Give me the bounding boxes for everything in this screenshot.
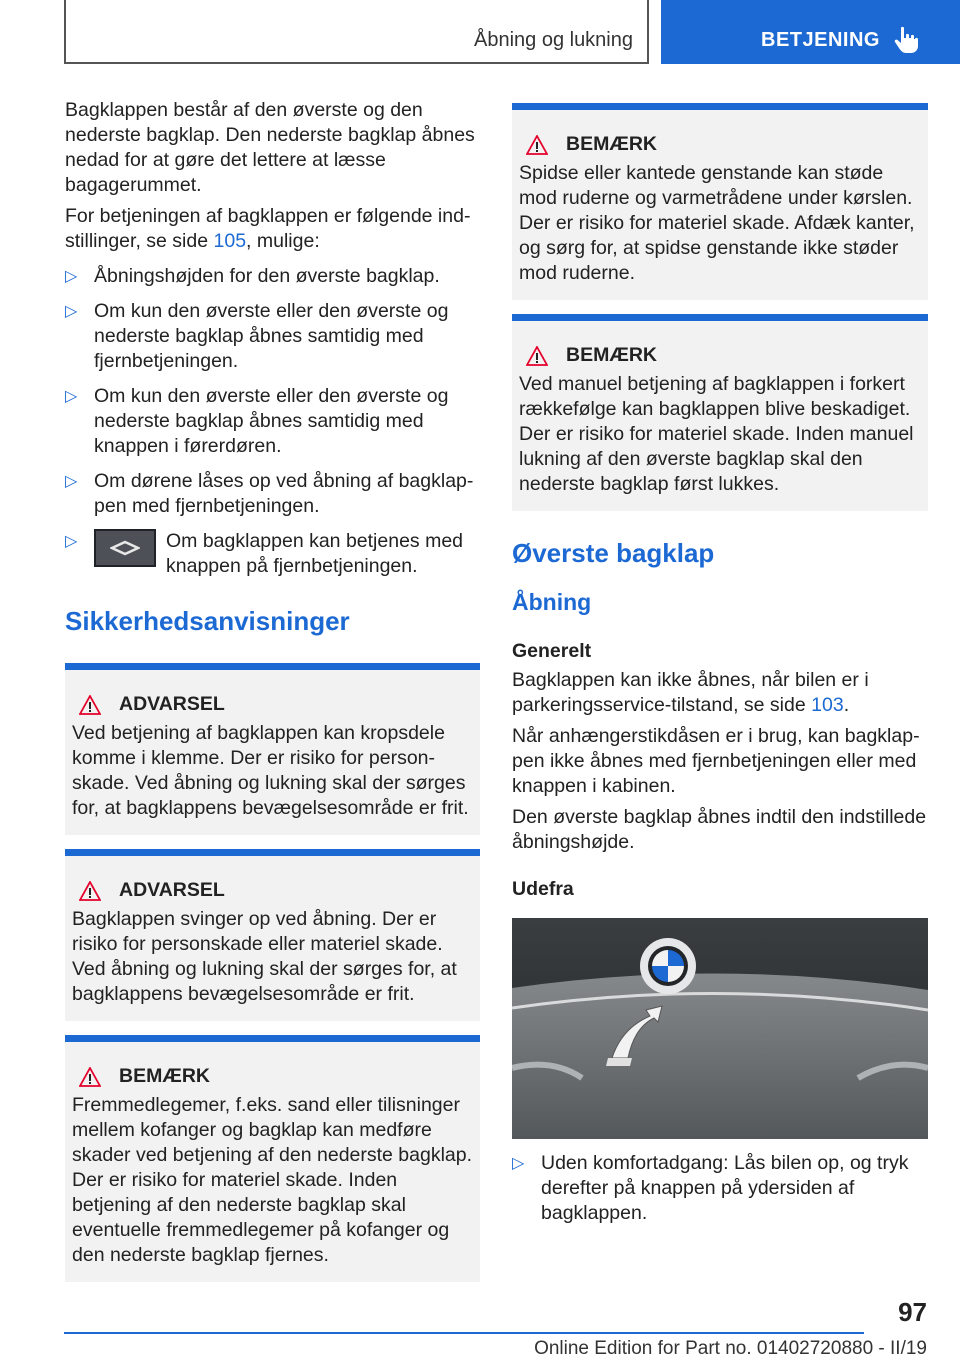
upper-tailgate-heading: Øverste bagklap xyxy=(512,538,715,568)
page-number: 97 xyxy=(898,1297,927,1327)
triangle-bullet-icon: ▷ xyxy=(65,473,78,490)
left-column xyxy=(65,98,480,1282)
notice-box xyxy=(65,1035,480,1282)
page-link-103[interactable]: 103 xyxy=(811,694,844,716)
running-header-section xyxy=(64,0,649,64)
right-column xyxy=(512,103,928,1232)
box-title: ADVARSEL xyxy=(119,879,225,901)
remote-tailgate-button-icon xyxy=(94,529,156,567)
chapter-title: BETJENING xyxy=(761,29,880,51)
box-title: BEMÆRK xyxy=(119,1065,210,1087)
list-item: ▷ Om bagklappen kan betjenes med knappen på fjernbetjeningen. xyxy=(65,530,464,577)
triangle-bullet-icon: ▷ xyxy=(512,1155,525,1172)
general-heading: Generelt xyxy=(512,640,592,662)
intro-paragraph: Bagklappen består af den øverste og den nederste bagklap. Den nederste bagklap åbnes nedad for at gøre det lettere at læsse bagagerummet. xyxy=(65,99,475,196)
outside-list xyxy=(512,1151,928,1226)
notice-box xyxy=(512,314,928,511)
box-title: BEMÆRK xyxy=(566,344,657,366)
hand-pointer-icon xyxy=(894,26,920,54)
list-item: ▷ Om dørene låses op ved åbning af bagklappen med fjernbetjeningen. xyxy=(65,470,474,517)
opening-height-paragraph: Den øverste bagklap åbnes indtil den indstillede åbningshøjde. xyxy=(512,806,927,853)
safety-heading: Sikkerhedsanvisninger xyxy=(65,606,350,636)
notice-box xyxy=(512,103,928,300)
list-item: ▷ Åbningshøjden for den øverste bagklap. xyxy=(65,265,440,287)
settings-list xyxy=(65,264,480,579)
box-title: ADVARSEL xyxy=(119,693,225,715)
footer-divider xyxy=(64,1332,864,1334)
tailgate-button-photo xyxy=(512,918,928,1139)
box-title: BEMÆRK xyxy=(566,133,657,155)
warning-box xyxy=(65,849,480,1021)
warning-box xyxy=(65,663,480,835)
box-text: Bagklappen svinger op ved åbning. Der er risiko for personskade eller materiel skade. Ved åbning og lukning skal der sørges for, at bagklappens bevægelsesområde er frit. xyxy=(72,908,457,1005)
edition-footer: Online Edition for Part no. 01402720880 - II/19 xyxy=(534,1338,927,1359)
box-text: Spidse eller kantede genstande kan støde mod ruderne og varmetrådene under kørslen. Der er risiko for materiel skade. Afdæk kanter, og sørg for, at spidse genstande ikke støder mod ruderne. xyxy=(519,162,915,284)
section-title: Åbning og lukning xyxy=(473,29,633,51)
outside-heading: Udefra xyxy=(512,878,574,900)
chapter-tab[interactable] xyxy=(661,0,960,64)
list-item: ▷ Uden komfortadgang: Lås bilen op, og tryk derefter på knappen på ydersiden af bagklappen. xyxy=(512,1152,909,1224)
warning-triangle-icon xyxy=(79,1067,101,1087)
triangle-bullet-icon: ▷ xyxy=(65,388,78,405)
triangle-bullet-icon: ▷ xyxy=(65,303,78,320)
triangle-bullet-icon: ▷ xyxy=(65,268,78,285)
parking-service-paragraph: Bagklappen kan ikke åbnes, når bilen er i parkeringsservice-tilstand, se side 103. xyxy=(512,669,869,716)
box-text: Fremmedlegemer, f.eks. sand eller tilisninger mellem kofanger og bagklap kan medføre skader ved betjening af den nederste bagklap. Der er risiko for materiel skade. Inden betjening af den nederste bagklap skal eventuelle fremmedlegemer på kofanger og den nederste bagklap fjernes. xyxy=(72,1094,473,1266)
trailer-socket-paragraph: Når anhængerstikdåsen er i brug, kan bagklappen ikke åbnes med fjernbetjeningen eller med knappen i kabinen. xyxy=(512,725,920,797)
list-item: ▷ Om kun den øverste eller den øverste og nederste bagklap åbnes samtidig med fjernbetjeningen. xyxy=(65,300,449,372)
opening-heading: Åbning xyxy=(512,589,592,615)
triangle-bullet-icon: ▷ xyxy=(65,533,78,550)
list-item: ▷ Om kun den øverste eller den øverste og nederste bagklap åbnes samtidig med knappen i førerdøren. xyxy=(65,385,449,457)
settings-paragraph: For betjeningen af bagklappen er følgende indstillinger, se side 105, mulige: xyxy=(65,205,471,252)
warning-triangle-icon xyxy=(526,135,548,155)
page-link-105[interactable]: 105 xyxy=(213,230,247,252)
warning-triangle-icon xyxy=(526,346,548,366)
warning-triangle-icon xyxy=(79,695,101,715)
box-text: Ved manuel betjening af bagklappen i forkert rækkefølge kan bagklappen blive beskadiget. Der er risiko for materiel skade. Inden manuel lukning af den øverste bagklap skal den nederste bagklap først lukkes. xyxy=(519,373,914,495)
box-text: Ved betjening af bagklappen kan kropsdele komme i klemme. Der er risiko for personskade. Ved åbning og lukning skal der sørges for, at bagklappens bevægelsesområde er frit. xyxy=(72,722,469,819)
warning-triangle-icon xyxy=(79,881,101,901)
